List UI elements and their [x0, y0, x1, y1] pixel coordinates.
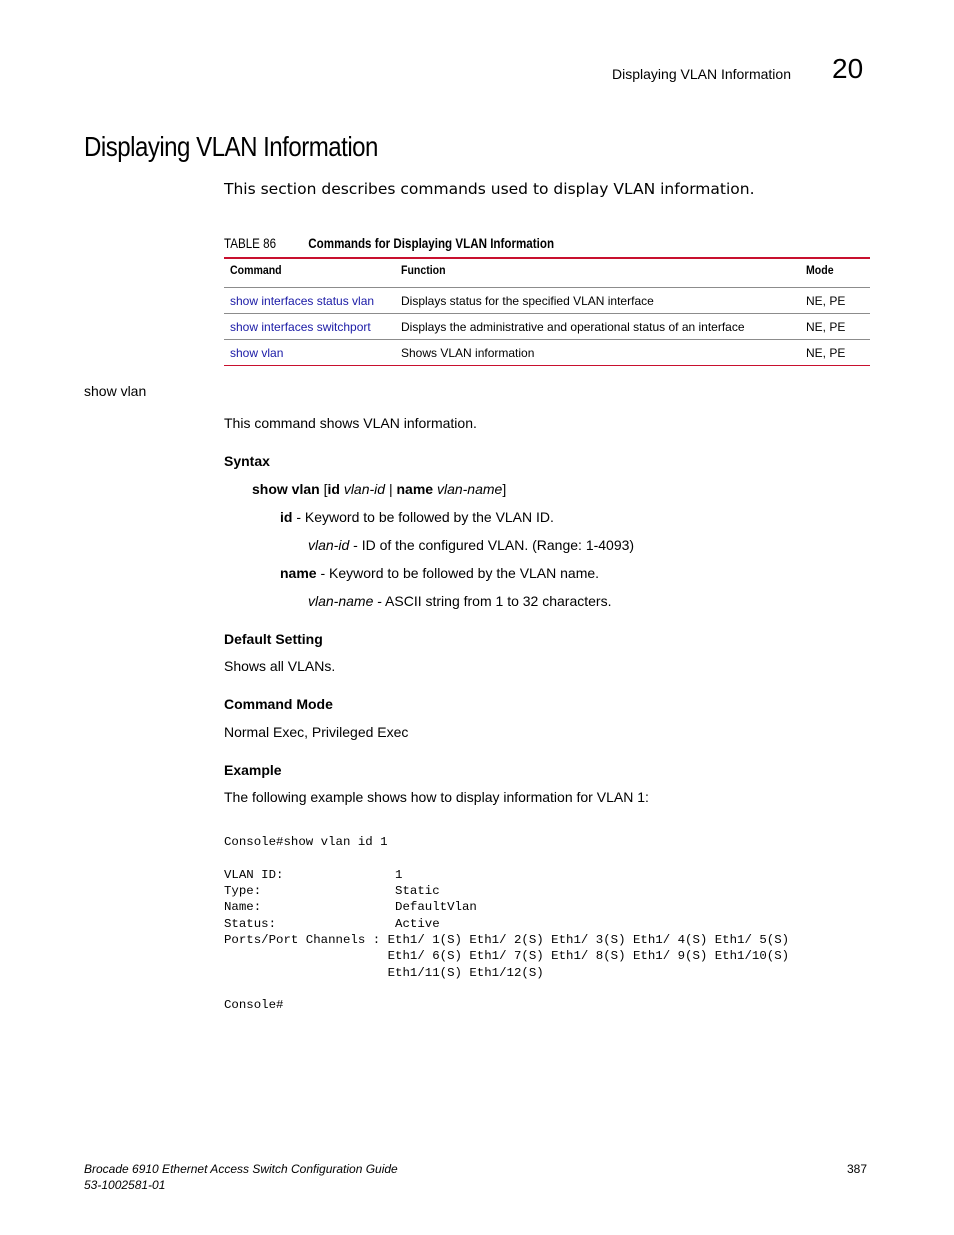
param-id [280, 509, 554, 525]
console-line: Eth1/ 6(S) Eth1/ 7(S) Eth1/ 8(S) Eth1/ 9(S) Eth1/10(S) [224, 949, 790, 964]
console-line: Type: Static [224, 884, 440, 899]
command-link-show-vlan[interactable]: show vlan [230, 345, 284, 360]
section-intro: This section describes commands used to display VLAN information. [224, 180, 755, 198]
syntax-name-keyword: name [396, 481, 434, 497]
commands-table [224, 257, 870, 366]
param-arg: vlan-name [308, 593, 374, 609]
table-header-row [224, 259, 870, 288]
console-line: VLAN ID: 1 [224, 867, 403, 882]
section-title: Displaying VLAN Information [84, 131, 378, 162]
example-heading: Example [224, 762, 282, 778]
command-description: This command shows VLAN information. [224, 415, 477, 431]
table-cell-function: Displays status for the specified VLAN interface [401, 293, 654, 308]
table-caption [224, 236, 554, 251]
table-row [224, 340, 870, 366]
console-line [224, 981, 789, 997]
console-line [224, 851, 789, 867]
syntax-id-keyword: id [327, 481, 340, 497]
table-caption-text: Commands for Displaying VLAN Information [308, 236, 555, 251]
console-line: Eth1/11(S) Eth1/12(S) [224, 965, 544, 980]
command-heading: show vlan [84, 383, 147, 399]
footer-page-number: 387 [847, 1162, 868, 1176]
param-name [280, 565, 599, 581]
example-text: The following example shows how to display information for VLAN 1: [224, 789, 649, 805]
syntax-line [252, 481, 506, 497]
console-line: Ports/Port Channels : Eth1/ 1(S) Eth1/ 2(S) Eth1/ 3(S) Eth1/ 4(S) Eth1/ 5(S) [224, 933, 790, 948]
syntax-open-bracket: [ [323, 481, 328, 497]
table-cell-mode: NE, PE [806, 293, 846, 308]
param-keyword: name [280, 565, 317, 581]
console-line: Name: DefaultVlan [224, 900, 477, 915]
running-header-title: Displaying VLAN Information [612, 66, 791, 82]
param-text: - Keyword to be followed by the VLAN name. [316, 565, 600, 581]
param-vlan-name [308, 593, 611, 609]
column-header-mode: Mode [806, 263, 834, 277]
param-vlan-id [308, 537, 634, 553]
table-row [224, 288, 870, 314]
param-text: - ASCII string from 1 to 32 characters. [373, 593, 612, 609]
param-arg: vlan-id [308, 537, 350, 553]
syntax-close-bracket: ] [502, 481, 507, 497]
syntax-command: show vlan [252, 481, 320, 497]
table-label: TABLE 86 [224, 236, 277, 251]
footer-guide-title: Brocade 6910 Ethernet Access Switch Configuration Guide [84, 1162, 398, 1176]
default-setting-heading: Default Setting [224, 631, 323, 647]
console-line: Console# [224, 998, 284, 1013]
command-mode-text: Normal Exec, Privileged Exec [224, 724, 409, 740]
syntax-id-arg: vlan-id [343, 481, 386, 497]
command-link-show-interfaces-status-vlan[interactable]: show interfaces status vlan [230, 293, 375, 308]
param-text: - Keyword to be followed by the VLAN ID. [292, 509, 554, 525]
table-cell-function: Shows VLAN information [401, 345, 535, 360]
table-cell-mode: NE, PE [806, 319, 846, 334]
command-mode-heading: Command Mode [224, 696, 333, 712]
console-line: Console#show vlan id 1 [224, 835, 388, 850]
param-keyword: id [280, 509, 293, 525]
command-link-show-interfaces-switchport[interactable]: show interfaces switchport [230, 319, 371, 334]
console-output [224, 818, 789, 1030]
footer-doc-number: 53-1002581-01 [84, 1178, 166, 1192]
chapter-number: 20 [832, 53, 864, 84]
table-row [224, 314, 870, 340]
console-line: Status: Active [224, 916, 440, 931]
default-setting-text: Shows all VLANs. [224, 658, 336, 674]
table-cell-function: Displays the administrative and operational status of an interface [401, 319, 745, 334]
column-header-function: Function [401, 263, 446, 277]
param-text: - ID of the configured VLAN. (Range: 1-4093) [349, 537, 635, 553]
syntax-name-arg: vlan-name [436, 481, 503, 497]
syntax-heading: Syntax [224, 453, 270, 469]
table-cell-mode: NE, PE [806, 345, 846, 360]
syntax-separator: | [388, 481, 393, 497]
column-header-command: Command [230, 263, 282, 277]
